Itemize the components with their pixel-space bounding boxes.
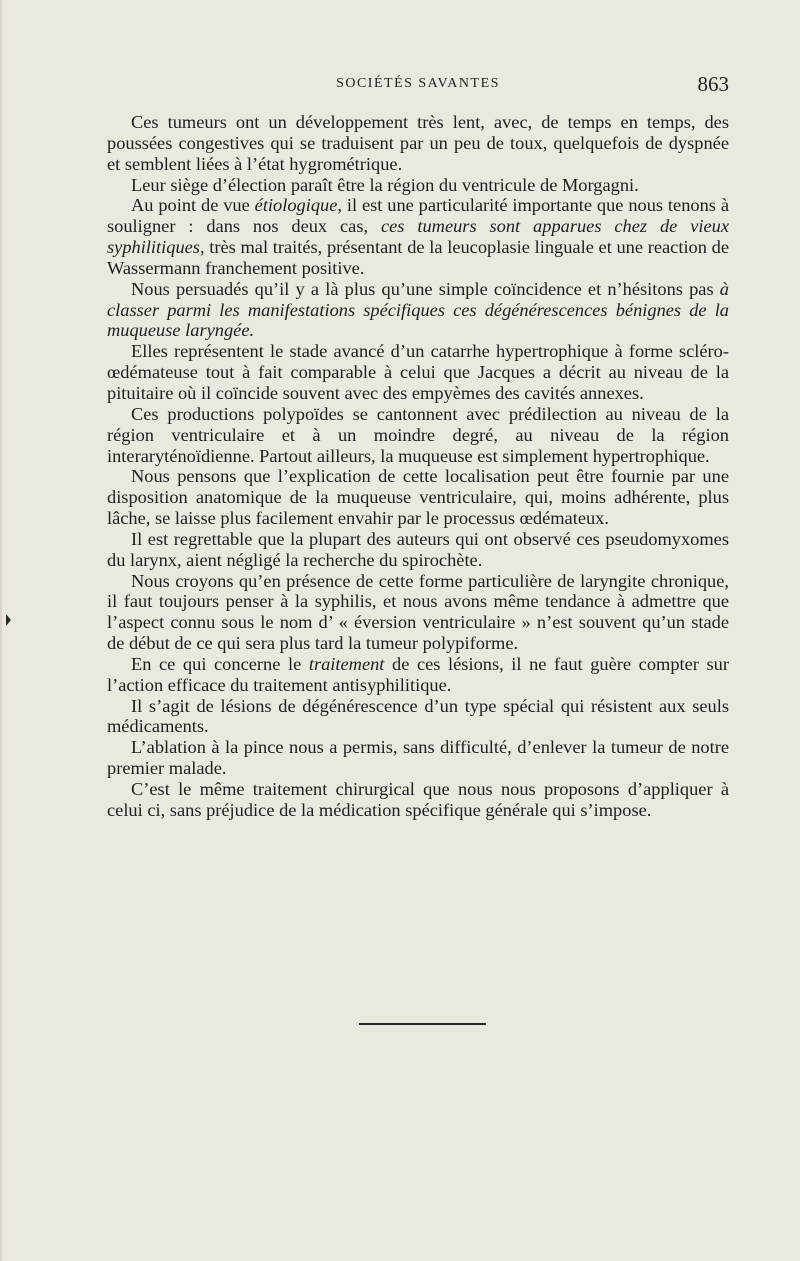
italic-text-run: ces tumeurs sont apparues chez de vieux syphilitiques [107, 216, 729, 258]
text-run: Il est regrettable que la plupart des auteurs qui ont observé ces pseudomyxomes du larynx, aient négligé la recherche du spirochète. [107, 528, 729, 570]
paragraph [107, 571, 729, 654]
paragraph [107, 195, 729, 278]
text-run: , il est une particularité importante que nous tenons à souligner : dans nos deux cas, [107, 195, 729, 237]
paragraph [107, 112, 729, 175]
italic-text-run: à classer parmi les manifestations spécifiques ces dégénérescences bénignes de la muqueuse laryngée. [107, 278, 729, 341]
italic-text-run: traitement [308, 653, 385, 674]
italic-text-run: étiologique [254, 195, 338, 216]
text-run: Ces productions polypoïdes se cantonnent avec prédilection au niveau de la région ventriculaire et à un moindre degré, au niveau de la région interaryténoïdienne. Partout ailleurs, la muqueuse est simplement hypertrophique. [107, 403, 729, 466]
page-number: 863 [697, 72, 729, 96]
text-run: de ces lésions, il ne faut guère compter sur l’action efficace du traitement antisyphilitique. [107, 653, 729, 695]
text-run: Nous persuadés qu’il y a là plus qu’une simple coïncidence et n’hésitons pas [131, 278, 720, 299]
text-run: Nous pensons que l’explication de cette localisation peut être fournie par une disposition anatomique de la muqueuse ventriculaire, qui, moins adhérente, plus lâche, se laisse plus facilement envahir par le processus œdémateux. [107, 466, 729, 529]
paragraph [107, 779, 729, 821]
paragraph [107, 737, 729, 779]
text-run: C’est le même traitement chirurgical que nous nous proposons d’appliquer à celui ci, sans préjudice de la médication spécifique générale qui s’impose. [107, 779, 729, 820]
paragraph [107, 529, 729, 571]
text-run: Nous croyons qu’en présence de cette forme particulière de laryngite chronique, il faut toujours penser à la syphilis, et nous avons même tendance à admettre que l’aspect connu sous le nom d’ « éversion ventriculaire » n’est souvent qu’un stade de début de ce qui sera plus tard la tumeur polypiforme. [107, 570, 729, 654]
paragraph [107, 404, 729, 467]
text-run: Il s’agit de lésions de dégénérescence d’un type spécial qui résistent aux seuls médicaments. [107, 695, 729, 737]
paragraph [107, 279, 729, 342]
margin-mark [6, 614, 11, 626]
paragraph [107, 341, 729, 404]
text-run: Au point de vue [131, 195, 255, 216]
paragraph [107, 696, 729, 738]
paragraph [107, 466, 729, 529]
body-text [107, 112, 729, 821]
text-run: Ces tumeurs ont un développement très lent, avec, de temps en temps, des poussées congestives qui se traduisent par un peu de toux, quelquefois de dyspnée et semblent liées à l’état hygrométrique. [107, 112, 729, 174]
text-run: Elles représentent le stade avancé d’un catarrhe hypertrophique à forme scléro-œdémateuse tout à fait comparable à celui que Jacques a décrit au niveau de la pituitaire où il coïncide souvent avec des empyèmes des cavités annexes. [107, 341, 729, 403]
text-run: L’ablation à la pince nous a permis, sans difficulté, d’enlever la tumeur de notre premier malade. [107, 737, 729, 779]
page-header [107, 72, 729, 98]
paragraph [107, 175, 729, 196]
paragraph [107, 654, 729, 696]
section-end-rule [359, 1023, 486, 1025]
text-run: En ce qui concerne le [131, 653, 309, 674]
text-run: Leur siège d’élection paraît être la région du ventricule de Morgagni. [131, 174, 639, 195]
running-head: SOCIÉTÉS SAVANTES [336, 76, 500, 91]
text-run: , très mal traités, présentant de la leucoplasie linguale et une reaction de Wassermann franchement positive. [107, 237, 729, 278]
